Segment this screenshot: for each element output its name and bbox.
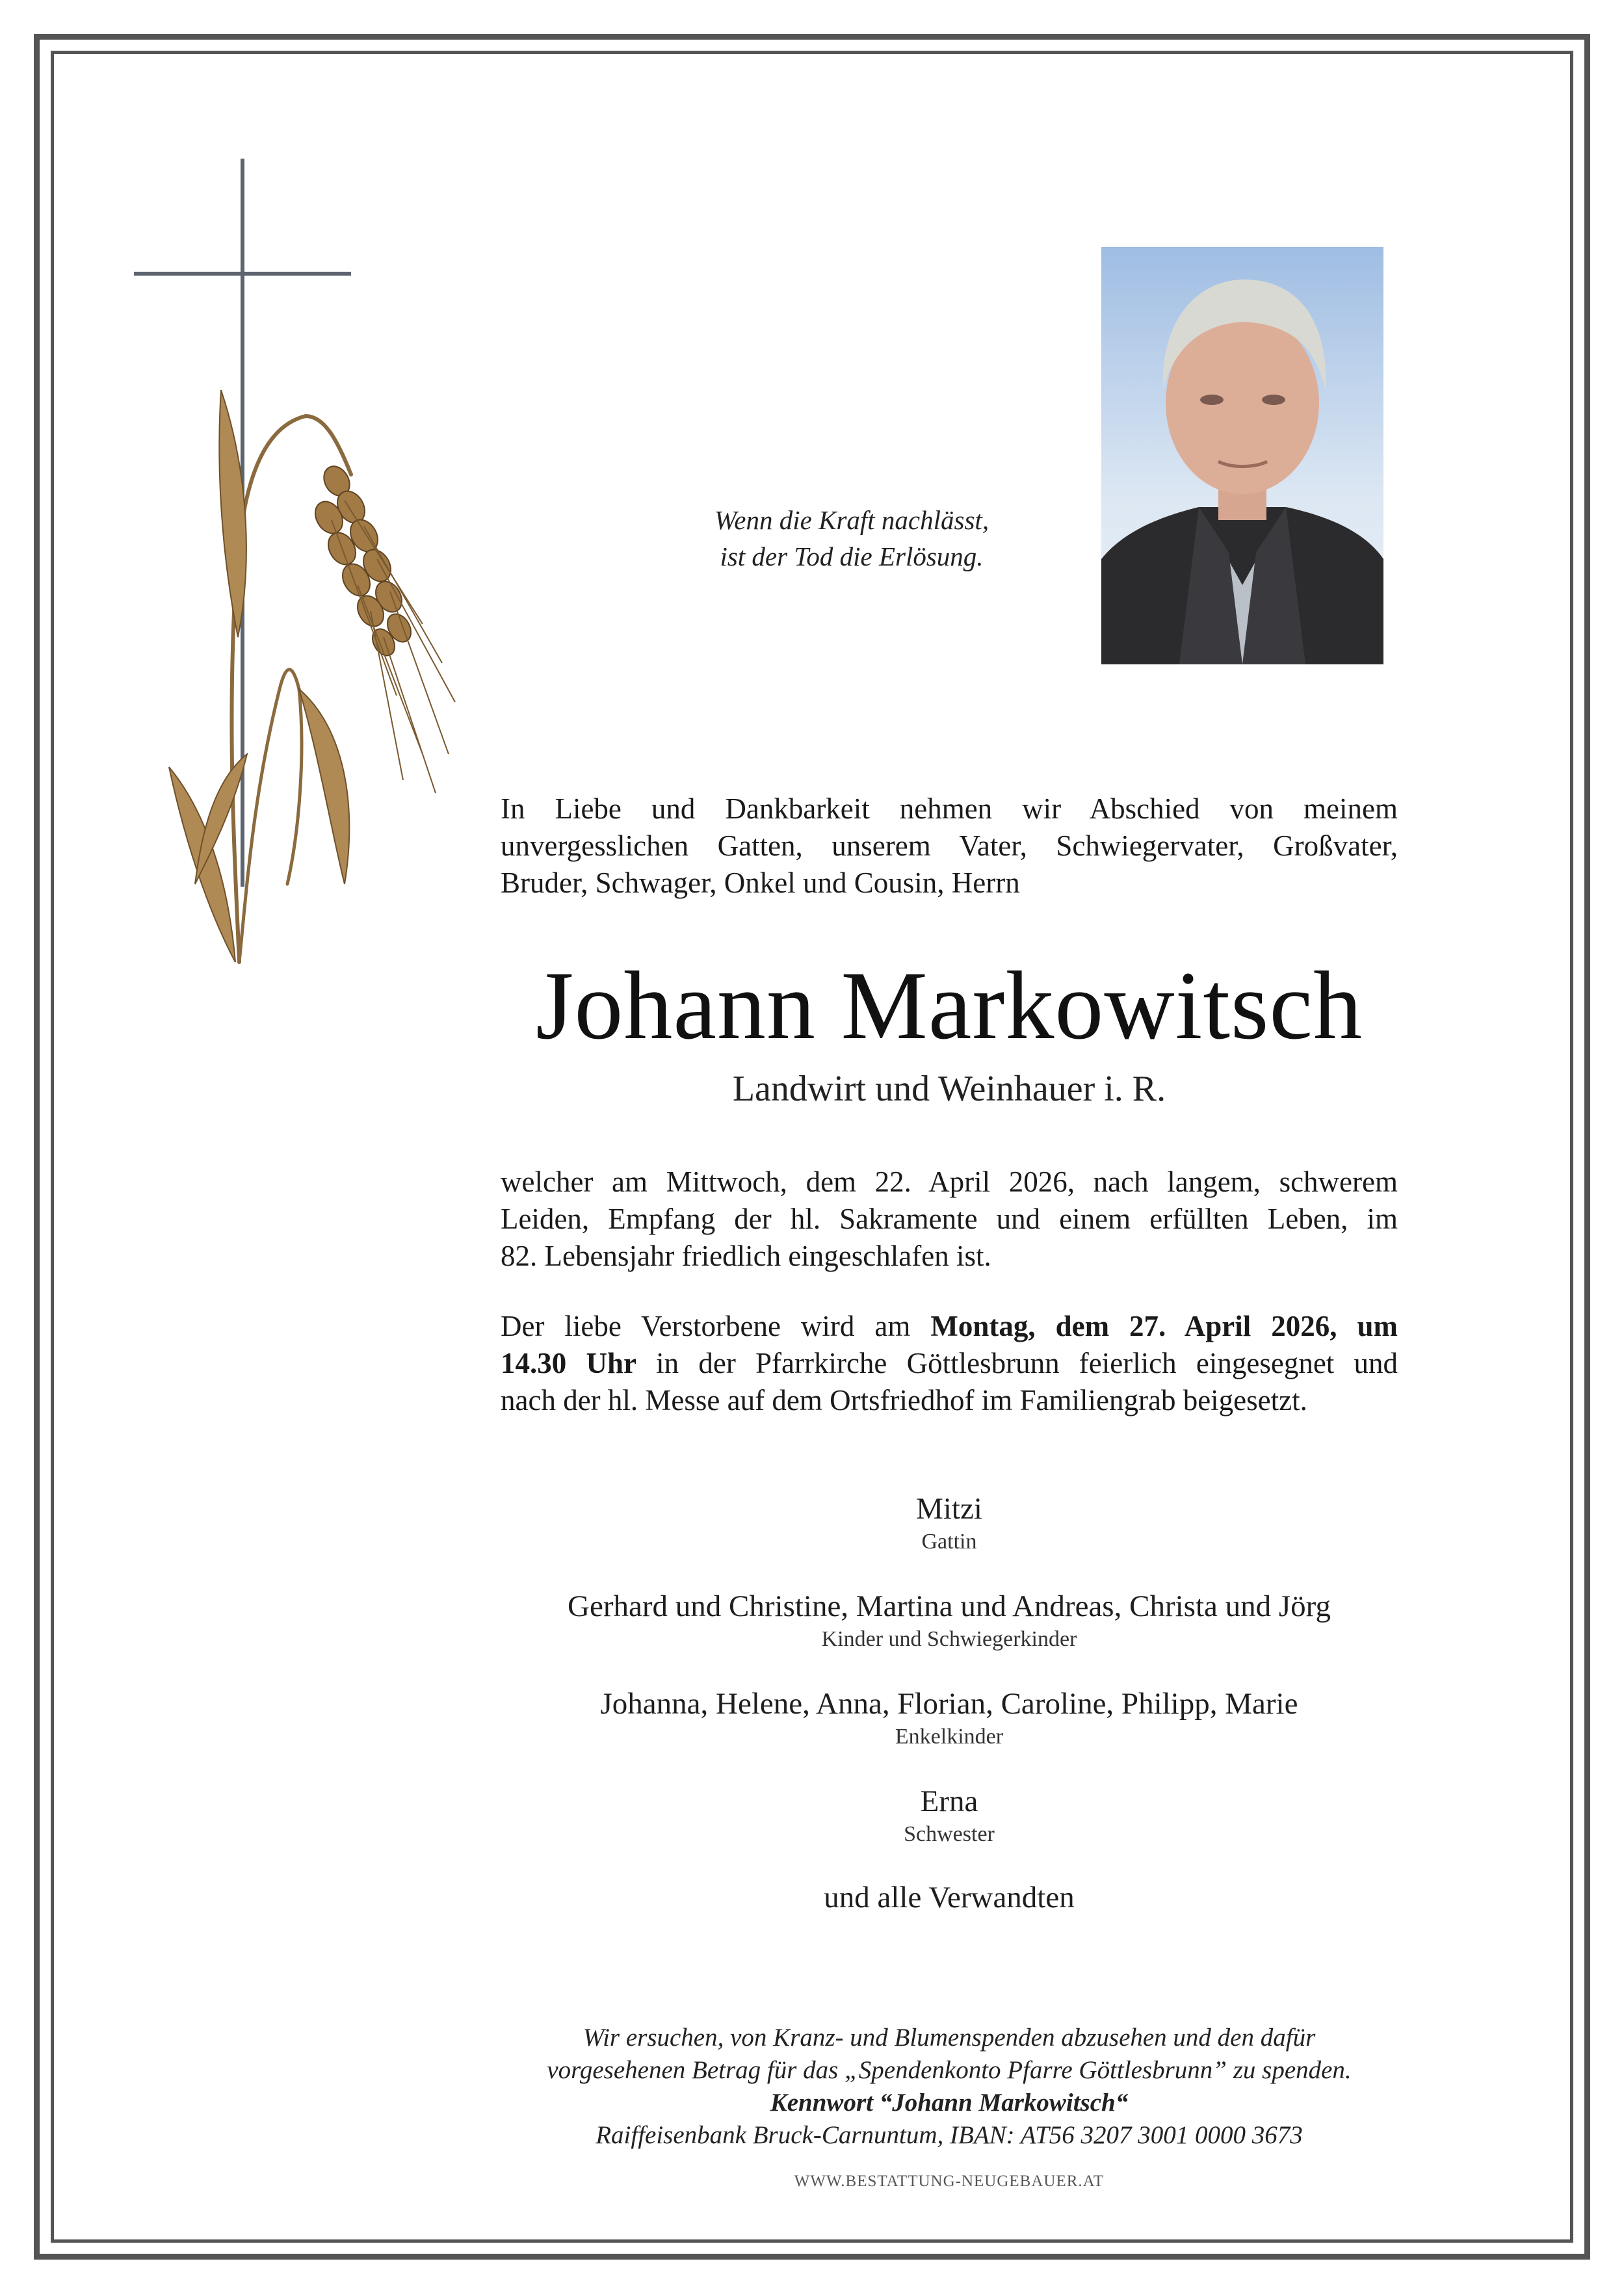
relatives-line [455, 1879, 1443, 1916]
mourner-group [455, 1782, 1443, 1849]
mourner-relation: Gattin [921, 1530, 977, 1554]
intro-line-3: Bruder, Schwager, Onkel und Cousin, Herrn [501, 867, 1020, 899]
funeral-line-1 [501, 1308, 1398, 1345]
death-line-2: Leiden, Empfang der hl. Sakramente und einem erfüllten Leben, im [501, 1203, 1398, 1235]
mourner-relation: Schwester [904, 1822, 995, 1846]
mourner-group [455, 1587, 1443, 1654]
mourner-names: Johanna, Helene, Anna, Florian, Caroline, Philipp, Marie [600, 1687, 1298, 1721]
funeral-line-3: nach der hl. Messe auf dem Ortsfriedhof im Familiengrab beigesetzt. [501, 1384, 1307, 1416]
website-url: WWW.BESTATTUNG-NEUGEBAUER.AT [794, 2172, 1105, 2190]
funeral-time: 14.30 Uhr [501, 1347, 636, 1379]
wheat-icon [150, 390, 462, 975]
relatives-text: und alle Verwandten [824, 1881, 1075, 1914]
funeral-date: Montag, dem 27. April 2026, um [930, 1310, 1398, 1342]
donation-bank: Raiffeisenbank Bruck-Carnuntum, IBAN: AT56 3207 3001 0000 3673 [596, 2121, 1303, 2149]
memorial-quote [624, 502, 1079, 575]
deceased-profession: Landwirt und Weinhauer i. R. [732, 1069, 1166, 1109]
mourner-names: Gerhard und Christine, Martina und Andreas, Christa und Jörg [568, 1589, 1331, 1623]
deceased-name: Johann Markowitsch [536, 952, 1363, 1060]
funeral-line-2 [501, 1345, 1398, 1382]
intro-line-1: In Liebe und Dankbarkeit nehmen wir Abschied von meinem [501, 792, 1398, 825]
mourner-names: Mitzi [916, 1492, 982, 1526]
portrait-photo [1101, 247, 1383, 664]
donation-line-1: Wir ersuchen, von Kranz- und Blumenspenden abzusehen und den dafür [583, 2024, 1316, 2052]
intro-paragraph [501, 790, 1398, 902]
death-line-1: welcher am Mittwoch, dem 22. April 2026, nach langem, schwerem [501, 1166, 1398, 1198]
mourner-names: Erna [920, 1784, 978, 1818]
cross-horizontal-bar [134, 272, 351, 276]
funeral-paragraph [501, 1308, 1398, 1419]
mourner-group [455, 1685, 1443, 1751]
mourner-relation: Enkelkinder [895, 1725, 1004, 1749]
quote-line-1: Wenn die Kraft nachlässt, [714, 505, 989, 535]
death-paragraph [501, 1164, 1398, 1275]
mourner-relation: Kinder und Schwiegerkinder [821, 1627, 1077, 1651]
mourner-group [455, 1490, 1443, 1556]
donation-request [455, 2022, 1443, 2152]
funeral-line-1-start: Der liebe Verstorbene wird am [501, 1310, 931, 1342]
donation-keyword: Kennwort “Johann Markowitsch“ [770, 2089, 1129, 2117]
intro-line-2: unvergesslichen Gatten, unserem Vater, Schwiegervater, Großvater, [501, 829, 1398, 862]
donation-line-2: vorgesehenen Betrag für das „Spendenkonto Pfarre Göttlesbrunn” zu spenden. [547, 2056, 1352, 2084]
quote-line-2: ist der Tod die Erlösung. [720, 541, 984, 571]
funeral-line-2-rest: in der Pfarrkirche Göttlesbrunn feierlich eingesegnet und [636, 1347, 1398, 1379]
death-line-3: 82. Lebensjahr friedlich eingeschlafen ist. [501, 1240, 991, 1272]
